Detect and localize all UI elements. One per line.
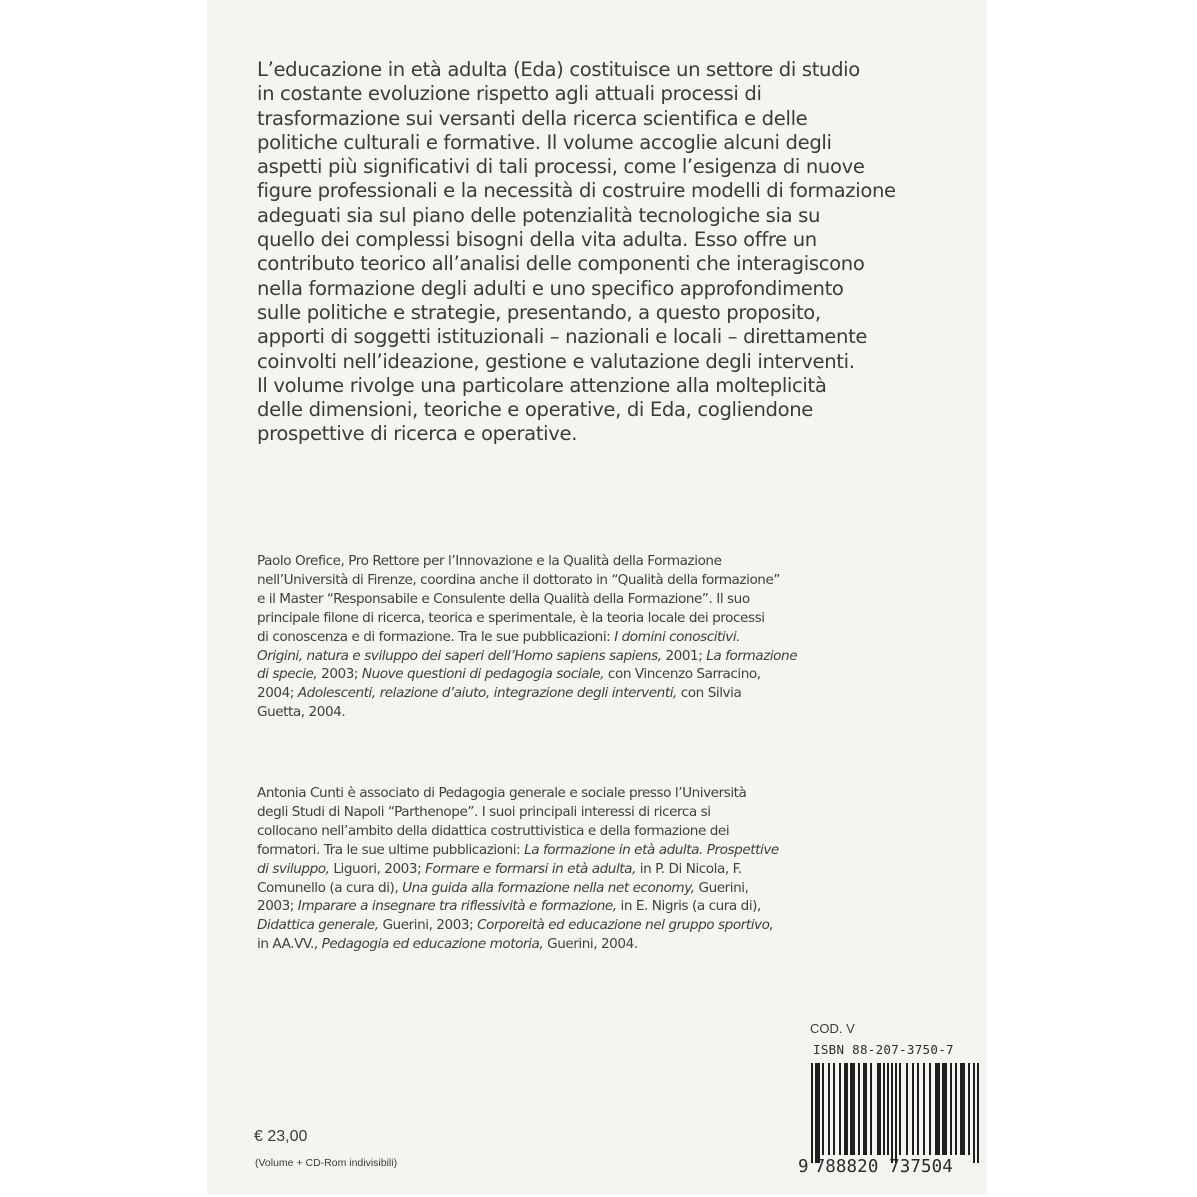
price-note: (Volume + CD-Rom indivisibili) (255, 1157, 398, 1169)
blurb-line: sulle politiche e strategie, presentando, a questo proposito, (257, 300, 821, 324)
bio-line (257, 879, 963, 898)
bio-line (257, 841, 963, 860)
bio-line: degli Studi di Napoli “Parthenope”. I suoi principali interessi di ricerca si (257, 803, 711, 820)
book-title: Corporeità ed educazione nel gruppo sportivo, (477, 917, 774, 934)
blurb-line: prospettive di ricerca e operative. (257, 422, 578, 446)
blurb-line: politiche culturali e formative. Il volume accoglie alcuni degli (257, 130, 832, 154)
isbn-label: ISBN 88-207-3750-7 (813, 1042, 954, 1057)
bio-line: Antonia Cunti è associato di Pedagogia generale e sociale presso l’Università (257, 785, 747, 801)
bio-line: nell’Università di Firenze, coordina anche il dottorato in “Qualità della formazione” (257, 571, 780, 588)
blurb-paragraph (257, 58, 967, 447)
ean-rest-digits: 788820 737504 (814, 1157, 953, 1177)
bio-text: Liguori, 2003; (329, 860, 426, 877)
book-title: di sviluppo, (257, 860, 330, 877)
blurb-line: apporti di soggetti istituzionali – nazionali e locali – direttamente (257, 325, 868, 349)
book-title: Formare e formarsi in età adulta, (425, 860, 636, 877)
blurb-line: figure professionali e la necessità di costruire modelli di formazione (257, 179, 896, 203)
bio-line (257, 897, 963, 916)
blurb-line: adeguati sia sul piano delle potenzialità tecnologiche sia su (257, 203, 821, 227)
book-title: Pedagogia ed educazione motoria, (321, 936, 544, 953)
bio-line (257, 628, 963, 647)
book-title: Una guida alla formazione nella net economy, (402, 879, 695, 896)
bio-text: formatori. Tra le sue ultime pubblicazioni: (257, 841, 525, 858)
book-title: di specie, (257, 666, 318, 683)
bio-line: principale filone di ricerca, teorica e sperimentale, è la teoria locale dei processi (257, 609, 765, 626)
bio-text: 2004; (257, 685, 298, 702)
bio-text: in E. Nigris (a cura di), (616, 898, 761, 915)
bio-text: con Vincenzo Sarracino, (604, 666, 761, 683)
bio-line (257, 647, 963, 666)
bio-text: di conoscenza e di formazione. Tra le sue pubblicazioni: (257, 628, 615, 645)
book-title: Imparare a insegnare tra riflessività e formazione, (297, 898, 617, 915)
book-title: Origini, natura e sviluppo dei saperi dell’Homo sapiens sapiens, (257, 647, 662, 664)
bio-text: 2003; (317, 666, 362, 683)
book-title: Didattica generale, (257, 917, 379, 934)
blurb-line: coinvolti nell’ideazione, gestione e valutazione degli interventi. (257, 349, 855, 373)
bio-text: in AA.VV., (257, 936, 322, 953)
blurb-line: Il volume rivolge una particolare attenzione alla molteplicità (257, 373, 827, 397)
back-cover (207, 0, 987, 1195)
book-title: Nuove questioni di pedagogia sociale, (361, 666, 605, 683)
book-title: Adolescenti, relazione d’aiuto, integrazione degli interventi, (297, 685, 677, 702)
blurb-line: contributo teorico all’analisi delle componenti che interagiscono (257, 252, 865, 276)
bio-text: 2001; (661, 647, 707, 664)
book-title: La formazione (706, 647, 798, 664)
book-title: I domini conoscitivi. (614, 628, 741, 645)
author-bio-orefice (257, 552, 963, 722)
blurb-line: delle dimensioni, teoriche e operative, di Eda, cogliendone (257, 398, 814, 422)
blurb-line: nella formazione degli adulti e uno specifico approfondimento (257, 276, 844, 300)
bio-text: con Silvia (676, 685, 742, 702)
bio-line: Paolo Orefice, Pro Rettore per l’Innovazione e la Qualità della Formazione (257, 553, 722, 569)
bio-line (257, 860, 963, 879)
blurb-line: quello dei complessi bisogni della vita adulta. Esso offre un (257, 228, 817, 252)
barcode-icon (811, 1063, 981, 1163)
product-code: COD. V (810, 1021, 855, 1036)
price: € 23,00 (254, 1128, 308, 1145)
bio-line (257, 665, 963, 684)
bio-line: e il Master “Responsabile e Consulente della Qualità della Formazione”. Il suo (257, 590, 750, 607)
bio-text: Guerini, 2004. (543, 936, 638, 953)
ean-first-digit: 9 (798, 1157, 809, 1177)
book-title: La formazione in età adulta. Prospettive (524, 841, 779, 858)
blurb-line: in costante evoluzione rispetto agli attuali processi di (257, 82, 762, 106)
bio-text: Guerini, 2003; (378, 917, 478, 934)
bio-line: collocano nell’ambito della didattica costruttivistica e della formazione dei (257, 822, 730, 839)
bio-line (257, 935, 963, 954)
bio-text: Comunello (a cura di), (257, 879, 403, 896)
blurb-line: trasformazione sui versanti della ricerca scientifica e delle (257, 106, 808, 130)
blurb-line: L’educazione in età adulta (Eda) costituisce un settore di studio (257, 58, 860, 81)
ean-digits (798, 1157, 953, 1177)
bio-line (257, 684, 963, 703)
author-bio-cunti (257, 784, 963, 954)
bio-text: 2003; (257, 898, 298, 915)
bio-line (257, 916, 963, 935)
bio-line: Guetta, 2004. (257, 704, 346, 721)
bio-text: Guerini, (694, 879, 749, 896)
blurb-line: aspetti più significativi di tali processi, come l’esigenza di nuove (257, 155, 865, 179)
bio-text: in P. Di Nicola, F. (635, 860, 742, 877)
